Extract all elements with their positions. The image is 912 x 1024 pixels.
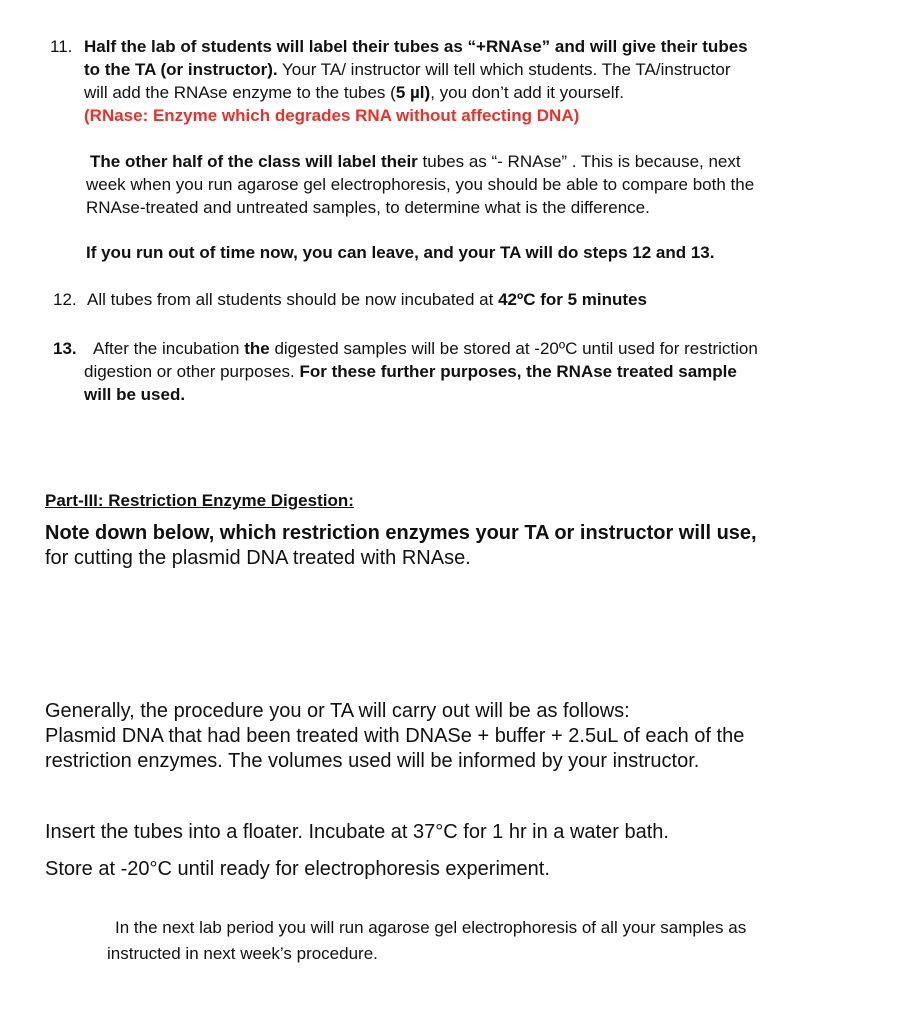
step-11-line-2-rest: Your TA/ instructor will tell which students. The TA/instructor xyxy=(277,60,731,79)
other-half-line-2: week when you run agarose gel electrophoresis, you should be able to compare both the xyxy=(86,175,755,194)
rnase-definition: (RNase: Enzyme which degrades RNA without affecting DNA) xyxy=(84,106,580,125)
step-11-line-3-c: , you don’t add it yourself. xyxy=(430,83,624,102)
step-13-line-1-b: the xyxy=(244,339,270,358)
other-half-paragraph xyxy=(86,150,886,219)
part-3-note-line-2: for cutting the plasmid DNA treated with RNAse. xyxy=(45,547,471,569)
step-13 xyxy=(53,337,883,406)
step-number: 12. xyxy=(53,290,77,309)
step-12-text: All tubes from all students should be now incubated at xyxy=(87,290,499,309)
step-11-line-1: Half the lab of students will label their tubes as “+RNAse” and will give their tubes xyxy=(84,37,748,56)
part-3-heading: Part-III: Restriction Enzyme Digestion: xyxy=(45,491,354,510)
step-11-line-3-a: will add the RNAse enzyme to the tubes ( xyxy=(84,83,396,102)
step-11-volume: 5 µl) xyxy=(395,83,431,102)
part-3-note-bold: Note down below, which restriction enzymes your TA or instructor will use, xyxy=(45,522,757,544)
step-13-line-2 xyxy=(84,360,883,383)
step-13-line-2-a: digestion or other purposes. xyxy=(84,362,300,381)
step-11-line-2-bold: to the TA (or instructor). xyxy=(84,60,278,79)
incubate-instruction: Insert the tubes into a floater. Incubate at 37°C for 1 hr in a water bath. xyxy=(45,821,669,843)
procedure-paragraph xyxy=(45,699,895,774)
step-number: 13. xyxy=(53,339,77,358)
step-11 xyxy=(50,35,880,127)
other-half-rest: tubes as “- RNAse” . This is because, next xyxy=(417,152,741,171)
other-half-line-3: RNAse-treated and untreated samples, to determine what is the difference. xyxy=(86,198,650,217)
other-half-bold: The other half of the class will label their xyxy=(90,152,418,171)
procedure-line-3: restriction enzymes. The volumes used will be informed by your instructor. xyxy=(45,750,700,772)
part-3-note xyxy=(45,521,895,571)
next-lab-line-2: instructed in next week’s procedure. xyxy=(107,944,378,963)
store-instruction: Store at -20°C until ready for electrophoresis experiment. xyxy=(45,858,550,880)
procedure-line-2: Plasmid DNA that had been treated with DNASe + buffer + 2.5uL of each of the xyxy=(45,725,745,747)
step-13-line-3: will be used. xyxy=(84,385,186,404)
next-lab-note xyxy=(107,916,887,965)
procedure-line-1: Generally, the procedure you or TA will carry out will be as follows: xyxy=(45,700,630,722)
step-12 xyxy=(53,288,883,311)
step-13-line-1-a: After the incubation xyxy=(93,339,245,358)
next-lab-line-1: In the next lab period you will run agarose gel electrophoresis of all your samples as xyxy=(115,918,747,937)
other-half-line-1 xyxy=(86,150,886,173)
step-number: 11. xyxy=(50,37,73,56)
step-13-line-1 xyxy=(93,337,883,360)
out-of-time-note: If you run out of time now, you can leave, and your TA will do steps 12 and 13. xyxy=(86,243,715,262)
step-13-line-1-c: digested samples will be stored at -20ºC until used for restriction xyxy=(269,339,758,358)
step-13-line-2-b: For these further purposes, the RNAse treated sample xyxy=(299,362,737,381)
step-11-line-3 xyxy=(84,81,880,104)
step-12-condition: 42ºC for 5 minutes xyxy=(498,290,647,309)
step-11-line-2 xyxy=(84,58,880,81)
